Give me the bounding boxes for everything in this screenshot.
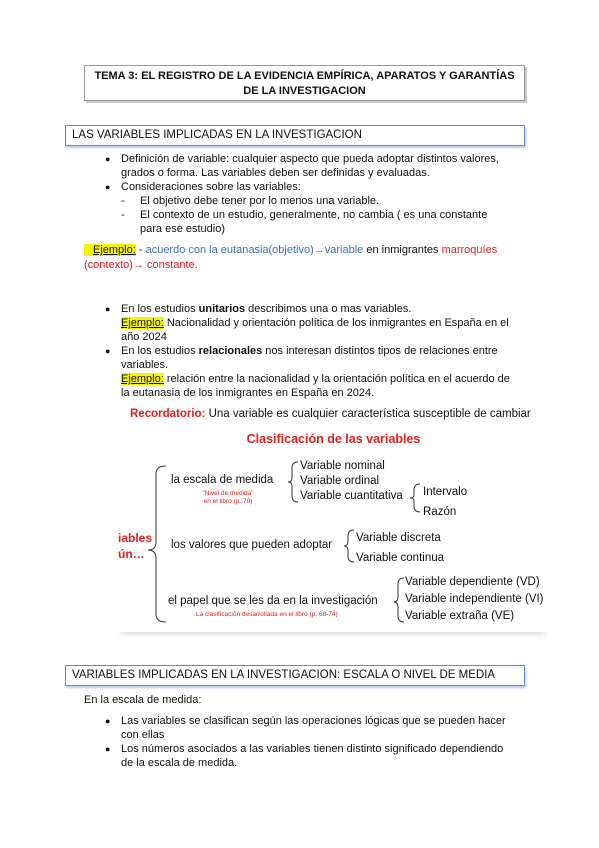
example-label: Ejemplo: xyxy=(84,244,136,256)
item-quantitative: Variable cuantitativa xyxy=(300,490,403,502)
bullet-icon: ● xyxy=(105,154,111,164)
text-line: iables xyxy=(118,531,153,545)
scale-items xyxy=(300,459,403,504)
text-fragment: - xyxy=(135,244,146,256)
diagram-title: Clasificación de las variables xyxy=(246,432,421,446)
unitary-studies-item xyxy=(121,302,411,316)
brace-quantitative xyxy=(410,484,420,512)
text-line: Los números asociados a las variables tienen distinto significado dependiendo xyxy=(121,743,504,755)
example-label: Ejemplo: xyxy=(121,373,164,385)
text-line: El contexto de un estudio, generalmente, no cambia ( es una constante xyxy=(140,209,488,221)
quantitative-subitems xyxy=(423,482,467,522)
text-line: ún… xyxy=(118,547,145,561)
example-line-2: (contexto)→ constante. xyxy=(84,259,198,271)
bold-term: unitarios xyxy=(198,303,246,315)
text-line: en el libro (p. 70) xyxy=(203,498,253,505)
text-fragment: describimos una o mas variables. xyxy=(245,303,412,315)
example-3-line-2: la eutanasia de los inmigrantes en España en 2024. xyxy=(121,387,375,399)
item-ordinal: Variable ordinal xyxy=(300,475,380,487)
bold-term: relacionales xyxy=(198,345,263,357)
text-fragment: nos interesan distintos tipos de relaciones entre xyxy=(262,345,498,357)
text-fragment: En los estudios xyxy=(121,303,199,315)
values-items xyxy=(356,528,444,568)
branch-role-note: La clasificación desarrollada en el libro (p. 68-74) xyxy=(196,611,338,618)
bullet-icon: ● xyxy=(105,716,111,726)
text-line: grados o forma. Las variables deben ser definidas y evaluadas. xyxy=(121,167,430,179)
branch-values: los valores que pueden adoptar xyxy=(171,539,333,551)
reminder-label: Recordatorio: xyxy=(130,408,206,420)
relational-studies-item xyxy=(121,344,498,358)
considerations-item: Consideraciones sobre las variables: xyxy=(121,181,301,193)
text-fragment: en inmigrantes xyxy=(363,244,442,256)
section-heading-text: LAS VARIABLES IMPLICADAS EN LA INVESTIGACION xyxy=(72,129,362,141)
item-extraneous: Variable extraña (VE) xyxy=(405,610,515,622)
role-items xyxy=(405,574,544,625)
text-fragment: En los estudios xyxy=(121,345,199,357)
text-line: "Nivel de medida" xyxy=(202,490,254,497)
text-line: Las variables se clasifican según las operaciones lógicas que se pueden hacer xyxy=(121,715,506,727)
text-line: Definición de variable: cualquier aspecto que pueda adoptar distintos valores, xyxy=(121,153,499,165)
text-line: para ese estudio) xyxy=(140,223,225,235)
example-2 xyxy=(121,316,509,330)
item-ratio: Razón xyxy=(423,506,457,518)
item-independent: Variable independiente (VI) xyxy=(405,593,544,605)
item-dependent: Variable dependiente (VD) xyxy=(405,576,540,588)
bullet-icon: ● xyxy=(105,744,111,754)
branch-scale: la escala de medida xyxy=(171,474,274,486)
arrow-icon: → xyxy=(313,244,325,256)
dash-icon: - xyxy=(121,195,125,207)
dash-icon: - xyxy=(121,209,125,221)
consideration-1: El objetivo debe tener por lo menos una variable. xyxy=(140,195,380,207)
example-2-line-2: año 2024 xyxy=(121,331,167,343)
scale-bullet-1 xyxy=(121,714,506,742)
scale-bullet-2 xyxy=(121,742,503,770)
brace-values xyxy=(344,530,354,562)
text-fragment: relación entre la nacionalidad y la orientación política en el acuerdo de xyxy=(163,373,510,385)
diagram-root xyxy=(118,530,152,562)
item-nominal: Variable nominal xyxy=(300,460,385,472)
item-discrete: Variable discreta xyxy=(356,532,441,544)
text-fragment: variable xyxy=(324,244,364,256)
example-line-1 xyxy=(84,243,497,257)
brace-role xyxy=(394,578,404,622)
title-line-2: DE LA INVESTIGACION xyxy=(243,85,366,97)
bullet-icon: ● xyxy=(105,346,111,356)
item-continuous: Variable continua xyxy=(356,552,445,564)
text-fragment: (objetivo) xyxy=(268,244,314,256)
section-heading-text: VARIABLES IMPLICADAS EN LA INVESTIGACION: ESCALA O NIVEL DE MEDIA xyxy=(72,669,496,681)
title-line-1: TEMA 3: EL REGISTRO DE LA EVIDENCIA EMPÍRICA, APARATOS Y GARANTÍAS xyxy=(94,70,515,82)
example-label: Ejemplo: xyxy=(121,317,164,329)
text-line: de la escala de medida. xyxy=(121,757,238,769)
example-3 xyxy=(121,372,510,386)
branch-scale-note xyxy=(171,490,285,506)
document-title xyxy=(84,65,525,101)
bullet-icon: ● xyxy=(105,182,111,192)
section-heading-scale xyxy=(65,665,525,686)
classification-diagram xyxy=(118,402,549,632)
scale-intro: En la escala de medida: xyxy=(84,694,202,706)
item-interval: Intervalo xyxy=(423,486,468,498)
consideration-2 xyxy=(140,208,487,236)
branch-role: el papel que se les da en la investigación xyxy=(168,595,378,607)
text-line: con ellas xyxy=(121,729,165,741)
text-fragment: acuerdo con la eutanasia xyxy=(145,244,269,256)
relational-line-2: variables. xyxy=(121,359,169,371)
text-fragment: Nacionalidad y orientación política de los inmigrantes en España en el xyxy=(163,317,509,329)
text-fragment: Una variable es cualquier característica susceptible de cambiar xyxy=(205,408,531,420)
brace-scale xyxy=(288,462,298,502)
section-heading-variables xyxy=(65,125,525,146)
definition-paragraph xyxy=(121,152,499,180)
bullet-icon: ● xyxy=(105,304,111,314)
text-fragment: marroquíes xyxy=(441,244,498,256)
